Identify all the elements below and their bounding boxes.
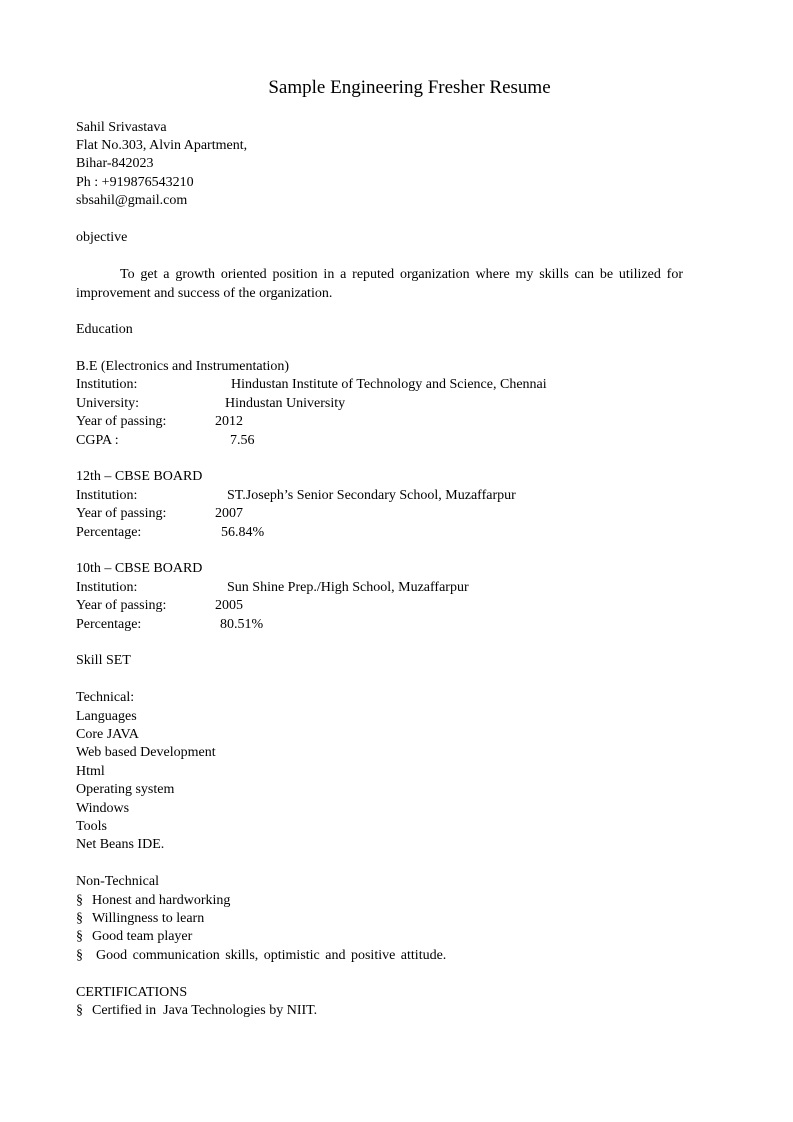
list-item (76, 1002, 317, 1020)
contact-name: Sahil Srivastava (76, 120, 167, 135)
be-university-label: University: (76, 396, 139, 411)
nontechnical-item: Good communication skills, optimistic and positive attitude. (96, 948, 447, 963)
twelfth-year-label: Year of passing: (76, 506, 167, 521)
technical-item: Core JAVA (76, 727, 139, 742)
list-item (76, 947, 446, 965)
list-item (76, 910, 204, 928)
tenth-institution-label: Institution: (76, 580, 138, 595)
twelfth-percentage-value: 56.84% (221, 525, 265, 540)
tenth-heading: 10th – CBSE BOARD (76, 561, 203, 576)
technical-item: Tools (76, 819, 107, 834)
twelfth-year-value: 2007 (215, 506, 243, 521)
be-year-label: Year of passing: (76, 414, 167, 429)
nontechnical-item: Honest and hardworking (92, 893, 231, 908)
skills-heading: Skill SET (76, 653, 131, 668)
bullet-symbol: § (76, 893, 83, 908)
be-institution-label: Institution: (76, 377, 138, 392)
technical-item: Web based Development (76, 745, 216, 760)
be-institution-value: Hindustan Institute of Technology and Science, Chennai (231, 377, 547, 392)
twelfth-heading: 12th – CBSE BOARD (76, 469, 203, 484)
bullet-symbol: § (76, 948, 83, 963)
twelfth-institution-value: ST.Joseph’s Senior Secondary School, Muzaffarpur (227, 488, 516, 503)
objective-heading: objective (76, 230, 128, 245)
bullet-symbol: § (76, 1003, 83, 1018)
technical-item: Html (76, 764, 105, 779)
tenth-year-label: Year of passing: (76, 598, 167, 613)
nontechnical-heading: Non-Technical (76, 874, 159, 889)
page-title: Sample Engineering Fresher Resume (268, 77, 551, 98)
contact-email: sbsahil@gmail.com (76, 193, 188, 208)
be-cgpa-value: 7.56 (230, 433, 255, 448)
be-university-value: Hindustan University (225, 396, 346, 411)
be-heading: B.E (Electronics and Instrumentation) (76, 359, 290, 374)
technical-item: Net Beans IDE. (76, 837, 165, 852)
list-item (76, 892, 230, 910)
tenth-percentage-value: 80.51% (220, 617, 264, 632)
technical-heading: Technical: (76, 690, 135, 705)
nontechnical-item: Willingness to learn (92, 911, 205, 926)
list-item (76, 928, 192, 946)
be-year-value: 2012 (215, 414, 243, 429)
be-cgpa-label: CGPA : (76, 433, 119, 448)
technical-item: Operating system (76, 782, 175, 797)
nontechnical-item: Good team player (92, 929, 193, 944)
contact-phone: Ph : +919876543210 (76, 175, 194, 190)
objective-text: To get a growth oriented position in a reputed organization where my skills can be utilized for improvement and success of the organization. (76, 267, 683, 301)
contact-address-line-2: Bihar-842023 (76, 156, 154, 171)
certifications-heading: CERTIFICATIONS (76, 985, 188, 1000)
contact-address-line-1: Flat No.303, Alvin Apartment, (76, 138, 248, 153)
bullet-symbol: § (76, 929, 83, 944)
tenth-year-value: 2005 (215, 598, 243, 613)
twelfth-percentage-label: Percentage: (76, 525, 142, 540)
education-heading: Education (76, 322, 133, 337)
tenth-percentage-label: Percentage: (76, 617, 142, 632)
tenth-institution-value: Sun Shine Prep./High School, Muzaffarpur (227, 580, 469, 595)
bullet-symbol: § (76, 911, 83, 926)
twelfth-institution-label: Institution: (76, 488, 138, 503)
technical-item: Windows (76, 801, 130, 816)
certification-item: Certified in Java Technologies by NIIT. (92, 1003, 318, 1018)
technical-item: Languages (76, 709, 137, 724)
